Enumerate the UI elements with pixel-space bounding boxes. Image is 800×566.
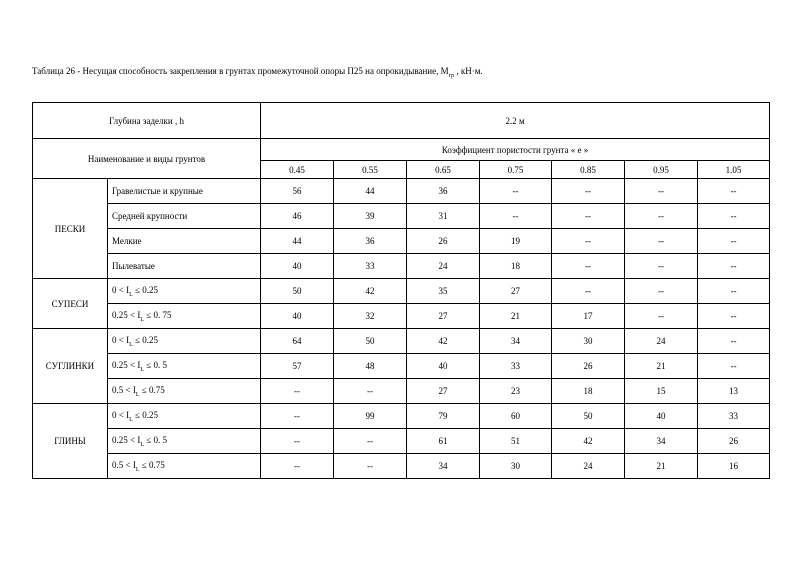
value-cell: -- [480,179,552,204]
value-cell: 42 [334,279,407,304]
subtype-text-pre: 0 < I [112,284,130,295]
value-cell: 27 [407,304,480,329]
value-cell: 19 [480,229,552,254]
table-row [33,279,770,304]
value-cell: 15 [625,379,698,404]
value-cell: 57 [261,354,334,379]
value-cell: -- [698,179,770,204]
value-cell: 44 [334,179,407,204]
coef-header-cell: 0.55 [334,161,407,179]
table-row [33,429,770,454]
value-cell: -- [698,354,770,379]
value-cell: 21 [625,454,698,479]
value-cell: 42 [552,429,625,454]
value-cell: 26 [552,354,625,379]
value-cell: 48 [334,354,407,379]
subtype-index: L [135,466,140,473]
soil-subtype-label [108,279,261,304]
soil-subtype-label: Мелкие [108,229,261,254]
value-cell: 21 [480,304,552,329]
coef-header-cell: 1.05 [698,161,770,179]
subtype-text-pre: 0.5 < I [112,384,136,395]
subtype-index: L [140,316,144,323]
coef-label: Коэффициент пористости грунта « е » [261,139,770,161]
subtype-index: L [135,391,140,398]
value-cell: 64 [261,329,334,354]
soil-subtype-label [108,379,261,404]
coef-header-cell: 0.45 [261,161,334,179]
soil-subtype-label [108,454,261,479]
value-cell: 44 [261,229,334,254]
value-cell: 23 [480,379,552,404]
value-cell: 26 [698,429,770,454]
table-row [33,404,770,429]
subtype-text-post: ≤ 0.75 [139,459,165,470]
value-cell: -- [334,454,407,479]
value-cell: 56 [261,179,334,204]
soil-group-label: ГЛИНЫ [33,404,108,479]
value-cell: -- [261,379,334,404]
table-row [33,254,770,279]
value-cell: 31 [407,204,480,229]
value-cell: 18 [480,254,552,279]
value-cell: 33 [698,404,770,429]
table-row [33,454,770,479]
value-cell: 18 [552,379,625,404]
table-row [33,204,770,229]
value-cell: 42 [407,329,480,354]
value-cell: -- [261,429,334,454]
value-cell: 16 [698,454,770,479]
value-cell: -- [625,254,698,279]
value-cell: -- [552,229,625,254]
value-cell: -- [698,254,770,279]
value-cell: 26 [407,229,480,254]
value-cell: 50 [552,404,625,429]
subtype-text-pre: 0.5 < I [112,459,136,470]
soil-subtype-label [108,429,261,454]
value-cell: 60 [480,404,552,429]
subtype-text-post: ≤ 0.25 [132,409,158,420]
coef-header-cell: 0.75 [480,161,552,179]
value-cell: 39 [334,204,407,229]
value-cell: -- [698,204,770,229]
value-cell: 51 [480,429,552,454]
subtype-text-post: ≤ 0.25 [132,334,158,345]
value-cell: 50 [334,329,407,354]
value-cell: -- [334,379,407,404]
coef-label-row [33,139,770,161]
subtype-index: L [140,441,144,448]
subtype-text-post: ≤ 0.75 [139,384,165,395]
value-cell: 34 [407,454,480,479]
value-cell: -- [552,279,625,304]
value-cell: -- [698,329,770,354]
coef-header-cell: 0.65 [407,161,480,179]
value-cell: -- [552,179,625,204]
value-cell: -- [698,279,770,304]
value-cell: 21 [625,354,698,379]
value-cell: 36 [334,229,407,254]
value-cell: -- [625,229,698,254]
value-cell: -- [261,404,334,429]
value-cell: 34 [625,429,698,454]
subtype-text-post: ≤ 0.25 [132,284,158,295]
subtype-text-pre: 0 < I [112,409,130,420]
table-row [33,179,770,204]
subtype-text-post: ≤ 0. 5 [144,359,167,370]
value-cell: 24 [625,329,698,354]
coef-header-cell: 0.85 [552,161,625,179]
soil-subtype-label [108,354,261,379]
subtype-index: L [140,366,144,373]
soil-subtype-label [108,304,261,329]
depth-row [33,103,770,139]
value-cell: 17 [552,304,625,329]
soil-group-label: ПЕСКИ [33,179,108,279]
value-cell: 32 [334,304,407,329]
subtype-text-pre: 0.25 < I [112,434,141,445]
value-cell: 30 [552,329,625,354]
value-cell: -- [261,454,334,479]
value-cell: -- [698,304,770,329]
caption-prefix: Таблица 26 - Несущая способность закрепления в грунтах промежуточной опоры П25 на опрокидывание, М [32,66,449,76]
value-cell: 40 [261,254,334,279]
caption-subscript: гр [448,72,455,79]
bearing-capacity-table [32,102,770,479]
value-cell: -- [552,204,625,229]
table-row [33,304,770,329]
value-cell: -- [625,204,698,229]
table-row [33,379,770,404]
value-cell: 24 [407,254,480,279]
value-cell: -- [625,279,698,304]
subtype-index: L [129,341,133,348]
value-cell: 13 [698,379,770,404]
subtype-text-post: ≤ 0. 75 [144,309,172,320]
depth-value: 2.2 м [261,103,770,139]
value-cell: -- [625,179,698,204]
value-cell: 40 [625,404,698,429]
soil-subtype-label: Средней крупности [108,204,261,229]
value-cell: 36 [407,179,480,204]
value-cell: -- [334,429,407,454]
soil-subtype-label [108,329,261,354]
value-cell: 33 [480,354,552,379]
value-cell: -- [552,254,625,279]
value-cell: 50 [261,279,334,304]
value-cell: 46 [261,204,334,229]
soil-subtype-label: Пылеватые [108,254,261,279]
value-cell: -- [698,229,770,254]
subtype-text-post: ≤ 0. 5 [144,434,167,445]
value-cell: 35 [407,279,480,304]
subtype-index: L [129,416,133,423]
value-cell: 79 [407,404,480,429]
value-cell: 30 [480,454,552,479]
soil-group-label: СУГЛИНКИ [33,329,108,404]
soil-group-label: СУПЕСИ [33,279,108,329]
subtype-text-pre: 0.25 < I [112,359,141,370]
soil-subtype-label: Гравелистые и крупные [108,179,261,204]
value-cell: 34 [480,329,552,354]
subtype-index: L [129,291,133,298]
value-cell: 99 [334,404,407,429]
value-cell: 33 [334,254,407,279]
value-cell: 40 [407,354,480,379]
value-cell: -- [625,304,698,329]
coef-header-cell: 0.95 [625,161,698,179]
subtype-text-pre: 0.25 < I [112,309,141,320]
value-cell: 61 [407,429,480,454]
table-row [33,329,770,354]
caption-suffix: , кН·м. [454,66,483,76]
table-caption [32,66,483,79]
value-cell: 27 [480,279,552,304]
depth-label: Глубина заделки , h [33,103,261,139]
value-cell: -- [480,204,552,229]
table-row [33,354,770,379]
soil-label: Наименование и виды грунтов [33,139,261,179]
soil-subtype-label [108,404,261,429]
value-cell: 40 [261,304,334,329]
value-cell: 27 [407,379,480,404]
table-row [33,229,770,254]
subtype-text-pre: 0 < I [112,334,130,345]
value-cell: 24 [552,454,625,479]
